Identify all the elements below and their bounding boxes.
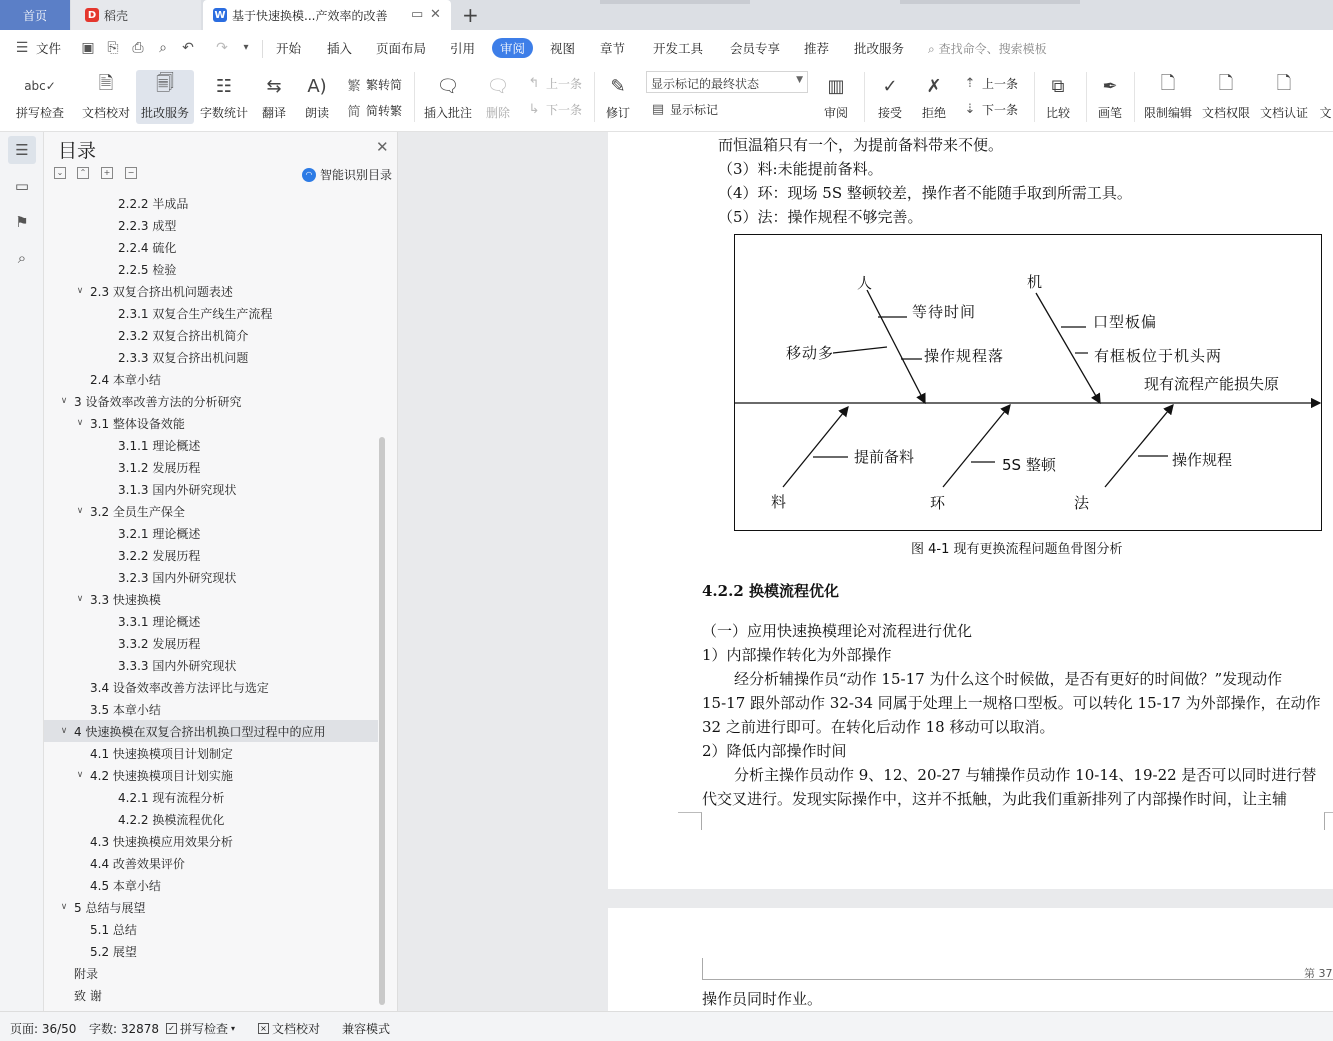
doc-line: 分析主操作员动作 9、12、20-27 与辅操作员动作 10-14、19-22 是否可以同时进行替 xyxy=(734,766,1317,784)
remove-heading-icon[interactable]: − xyxy=(125,167,137,179)
toc-item-label: 5 总结与展望 xyxy=(74,900,146,915)
toc-item[interactable] xyxy=(44,808,378,830)
toc-item-label: 致 谢 xyxy=(74,988,102,1003)
toc-item-label: 3.1 整体设备效能 xyxy=(90,416,185,431)
toc-item-label: 2.3.3 双复合挤出机问题 xyxy=(118,350,249,365)
tab-close-icon[interactable]: ✕ xyxy=(430,7,441,22)
tab-daoke[interactable] xyxy=(71,0,201,30)
toc-item[interactable] xyxy=(44,324,378,346)
next-change-icon: ⇣ xyxy=(964,102,976,117)
next-comment-button[interactable]: ↳ 下一条 xyxy=(526,101,582,118)
toc-item-label: 3.4 设备效率改善方法评比与选定 xyxy=(90,680,269,695)
page-header-line xyxy=(702,958,1333,980)
new-tab-plus-icon[interactable]: + xyxy=(462,3,479,27)
export-pdf-icon[interactable]: ⎘ xyxy=(107,40,119,56)
tab-pin-icon[interactable]: ▭ xyxy=(411,7,424,22)
restrict-edit-button[interactable]: 🗋 限制编辑 xyxy=(1143,73,1192,120)
tab-edge xyxy=(600,0,750,4)
section-heading: 4.2.2 换模流程优化 xyxy=(702,582,839,600)
close-icon[interactable]: ✕ xyxy=(376,138,389,156)
toc-item-label: 2.2.5 检验 xyxy=(118,262,177,277)
menu-member[interactable]: 会员专享 xyxy=(730,41,781,56)
toc-item-label: 4 快速换模在双复合挤出机换口型过程中的应用 xyxy=(74,724,326,739)
toc-item[interactable] xyxy=(44,544,378,566)
toc-item[interactable] xyxy=(44,522,378,544)
print-icon[interactable]: ⎙ xyxy=(132,40,144,56)
toc-item[interactable] xyxy=(44,214,378,236)
spell-check-button[interactable]: abc✓ 拼写检查 xyxy=(8,70,72,124)
toc-item[interactable] xyxy=(44,962,378,984)
fishbone-label-wait: 等待时间 xyxy=(912,303,977,321)
prev-comment-icon: ↰ xyxy=(528,76,540,91)
collapse-all-icon[interactable]: ⌄ xyxy=(54,167,66,179)
toc-item[interactable] xyxy=(44,610,378,632)
read-aloud-button[interactable]: A) 朗读 xyxy=(298,70,336,124)
toc-item[interactable] xyxy=(44,412,378,434)
fishbone-label-frame: 有框板位于机头两 xyxy=(1094,347,1223,365)
divider xyxy=(414,72,415,122)
toc-item[interactable] xyxy=(44,258,378,280)
toc-item-label: 3.2.1 理论概述 xyxy=(118,526,201,541)
chevron-down-icon[interactable]: ∨ xyxy=(60,726,68,736)
toc-item-label: 附录 xyxy=(74,966,99,981)
compare-icon: ⧉ xyxy=(1051,75,1065,97)
toc-item[interactable] xyxy=(44,236,378,258)
toc-item-label: 4.5 本章小结 xyxy=(90,878,161,893)
menu-insert[interactable]: 插入 xyxy=(327,41,353,56)
insert-comment-button[interactable]: 🗨 插入批注 xyxy=(422,70,474,124)
figure-caption: 图 4-1 现有更换流程问题鱼骨图分析 xyxy=(911,542,1123,557)
comment-delete-icon: 🗨 xyxy=(486,75,510,97)
doc-line: 代交叉进行。发现实际操作中，这并不抵触，为此我们重新排列了内部操作时间，让主辅 xyxy=(702,790,1288,808)
chevron-down-icon[interactable]: ∨ xyxy=(60,396,68,406)
menu-view[interactable]: 视图 xyxy=(550,41,576,56)
toc-item[interactable] xyxy=(44,874,378,896)
reject-button[interactable]: ✗ 拒绝 xyxy=(914,70,954,124)
compat-mode: 兼容模式 xyxy=(342,1022,391,1036)
toc-panel-icon[interactable]: ☰ xyxy=(8,136,36,164)
overflow-icon xyxy=(1318,72,1333,100)
menu-page-layout[interactable]: 页面布局 xyxy=(376,41,427,56)
doc-line: 操作员同时作业。 xyxy=(702,990,823,1008)
menu-reference[interactable]: 引用 xyxy=(450,41,476,56)
fishbone-label-rule-fall: 操作规程落 xyxy=(924,347,1005,365)
toc-item-label: 3.5 本章小结 xyxy=(90,702,161,717)
menu-recommend[interactable]: 推荐 xyxy=(804,41,830,56)
menu-section[interactable]: 章节 xyxy=(600,41,626,56)
comment-plus-icon: 🗨 xyxy=(436,75,460,97)
status-bar xyxy=(0,1011,1333,1041)
fishbone-label-liao: 料 xyxy=(771,493,788,511)
toc-item-label: 3.3.2 发展历程 xyxy=(118,636,201,651)
chevron-down-icon: ▼ xyxy=(796,75,803,85)
toc-item-label: 3.3 快速换模 xyxy=(90,592,161,607)
add-heading-icon[interactable]: + xyxy=(101,167,113,179)
doc-certify-button[interactable]: 🗋 文档认证 xyxy=(1259,73,1308,120)
toc-item[interactable] xyxy=(44,676,378,698)
toc-item-label: 3.1.2 发展历程 xyxy=(118,460,201,475)
toc-item-label: 3.3.1 理论概述 xyxy=(118,614,201,629)
toc-item[interactable] xyxy=(44,390,378,412)
doc-proofread-button[interactable]: 🗎 文档校对 xyxy=(81,73,130,120)
side-icon-strip xyxy=(0,132,44,1011)
chevron-down-icon[interactable]: ∨ xyxy=(76,418,84,428)
toc-item[interactable] xyxy=(44,918,378,940)
review-pane-icon: ▥ xyxy=(827,75,845,97)
toc-item[interactable] xyxy=(44,368,378,390)
tab-document-label: 基于快速换模...产效率的改善 xyxy=(232,8,388,23)
toc-item-label: 3.1.1 理论概述 xyxy=(118,438,201,453)
translate-icon: ⇆ xyxy=(266,75,282,97)
toc-item-label: 3 设备效率改善方法的分析研究 xyxy=(74,394,242,409)
quick-access-dropdown-icon[interactable]: ▾ xyxy=(243,42,249,53)
toc-item-label: 4.2 快速换模项目计划实施 xyxy=(90,768,233,783)
toc-item[interactable] xyxy=(44,456,378,478)
markup-state-select[interactable]: 显示标记的最终状态 ▼ xyxy=(646,71,808,93)
ribbon-overflow-button[interactable]: 文 xyxy=(1318,70,1333,124)
chevron-down-icon: ▾ xyxy=(231,1024,236,1033)
page-number: 第 37 xyxy=(1304,967,1333,980)
review-service-button[interactable]: 🗐 批改服务 xyxy=(136,70,194,124)
fishbone-label-rule: 操作规程 xyxy=(1172,451,1233,469)
fishbone-label-move: 移动多 xyxy=(786,344,835,362)
toc-item-label: 4.1 快速换模项目计划制定 xyxy=(90,746,233,761)
toc-item-label: 5.2 展望 xyxy=(90,944,137,959)
toc-item[interactable] xyxy=(44,940,378,962)
fishbone-label-huan: 环 xyxy=(930,494,947,512)
toc-item[interactable] xyxy=(44,742,378,764)
status-spell-check[interactable]: ✓ 拼写检查 ▾ xyxy=(166,1020,235,1037)
prev-change-button[interactable]: ⇡ 上一条 xyxy=(962,75,1018,92)
toc-item-label: 2.4 本章小结 xyxy=(90,372,161,387)
doc-proofread-icon: 🗎 xyxy=(98,73,114,94)
fishbone-label-ren: 人 xyxy=(857,274,874,292)
toc-item-label: 3.2.3 国内外研究现状 xyxy=(118,570,237,585)
word-count-icon: ☷ xyxy=(215,75,233,97)
toc-item[interactable] xyxy=(44,192,378,214)
toc-item-label: 2.3.2 双复合挤出机简介 xyxy=(118,328,249,343)
toc-item[interactable] xyxy=(44,346,378,368)
menu-file[interactable]: 文件 xyxy=(36,41,62,56)
page-indicator[interactable]: 页面: 36/50 xyxy=(10,1022,77,1036)
document-page[interactable] xyxy=(608,132,1333,889)
pen-icon: ✒ xyxy=(1102,75,1118,97)
toc-item[interactable] xyxy=(44,984,378,1006)
toc-item[interactable] xyxy=(44,632,378,654)
bookmark-icon[interactable]: ⚑ xyxy=(15,213,29,231)
menu-bar xyxy=(0,30,1333,66)
fishbone-label-5s: 5S 整顿 xyxy=(1002,456,1056,474)
toc-item[interactable] xyxy=(44,764,378,786)
simp-trad-icon: 简 xyxy=(347,105,361,120)
show-markup-icon: ▤ xyxy=(651,102,665,117)
menu-review[interactable]: 审阅 xyxy=(492,38,533,58)
page-corner-mark xyxy=(678,812,702,830)
permission-icon: 🗋 xyxy=(1218,73,1234,94)
toc-item[interactable] xyxy=(44,654,378,676)
doc-line: 1）内部操作转化为外部操作 xyxy=(702,646,892,664)
toc-item-label: 3.2 全员生产保全 xyxy=(90,504,185,519)
divider xyxy=(1034,72,1035,122)
accept-button[interactable]: ✓ 接受 xyxy=(870,70,910,124)
chevron-down-icon[interactable]: ∨ xyxy=(76,286,84,296)
divider xyxy=(864,72,865,122)
expand-up-icon[interactable]: ⌃ xyxy=(77,167,89,179)
toc-item[interactable] xyxy=(44,566,378,588)
doc-line: 经分析辅操作员“动作 15-17 为什么这个时候做，是否有更好的时间做？”发现动作 xyxy=(734,670,1283,688)
doc-line: （3）料:未能提前备料。 xyxy=(718,160,883,178)
next-comment-icon: ↳ xyxy=(528,102,540,117)
toc-panel xyxy=(44,132,398,1011)
doc-line: 32 之前进行即可。在转化后动作 18 移动可以取消。 xyxy=(702,718,1055,736)
lock-doc-icon: 🗋 xyxy=(1160,73,1176,94)
prev-change-icon: ⇡ xyxy=(964,76,976,91)
daoke-logo-icon: D xyxy=(85,8,99,22)
chevron-down-icon[interactable]: ∨ xyxy=(76,770,84,780)
divider xyxy=(1134,72,1135,122)
checkbox-icon: ✓ xyxy=(166,1023,177,1034)
menu-dev-tools[interactable]: 开发工具 xyxy=(653,41,704,56)
tab-bar xyxy=(0,0,1333,30)
toc-item-label: 2.2.2 半成品 xyxy=(118,196,189,211)
chevron-down-icon[interactable]: ∨ xyxy=(76,506,84,516)
divider xyxy=(262,40,263,58)
toc-item[interactable] xyxy=(44,302,378,324)
search-icon: ⌕ xyxy=(928,42,935,56)
word-doc-icon: W xyxy=(214,9,226,21)
doc-permission-button[interactable]: 🗋 文档权限 xyxy=(1201,73,1250,120)
divider xyxy=(1086,72,1087,122)
fishbone-label-fa: 法 xyxy=(1074,494,1091,512)
pen-button[interactable]: ✒ 画笔 xyxy=(1092,70,1128,124)
doc-line: 2）降低内部操作时间 xyxy=(702,742,847,760)
toc-item[interactable] xyxy=(44,786,378,808)
ai-icon: ◠ xyxy=(302,168,316,182)
doc-line: （一）应用快速换模理论对流程进行优化 xyxy=(702,622,973,640)
toc-item-label: 4.2.1 现有流程分析 xyxy=(118,790,225,805)
toc-item[interactable] xyxy=(44,478,378,500)
next-change-button[interactable]: ⇣ 下一条 xyxy=(962,101,1018,118)
fishbone-label-ji: 机 xyxy=(1027,273,1044,291)
word-count-indicator[interactable]: 字数: 32878 xyxy=(89,1022,160,1036)
toc-item[interactable] xyxy=(44,500,378,522)
abc-spell-icon: abc✓ xyxy=(24,79,56,93)
review-service-icon: 🗐 xyxy=(156,73,174,94)
smart-toc-button[interactable]: ◠ 智能识别目录 xyxy=(302,166,392,183)
prev-comment-button[interactable]: ↰ 上一条 xyxy=(526,75,582,92)
toc-scrollbar[interactable] xyxy=(379,437,385,1005)
toc-item-label: 2.3 双复合挤出机问题表述 xyxy=(90,284,233,299)
doc-line: 而恒温箱只有一个，为提前备料带来不便。 xyxy=(718,136,1004,154)
toc-item-label: 4.3 快速换模应用效果分析 xyxy=(90,834,233,849)
page-corner-mark xyxy=(1324,812,1333,830)
toc-item-label: 3.1.3 国内外研究现状 xyxy=(118,482,237,497)
document-page[interactable] xyxy=(608,908,1333,1011)
trad-simp-icon: 繁 xyxy=(347,79,361,94)
tab-edge xyxy=(900,0,1080,4)
read-aloud-icon: A) xyxy=(307,75,327,97)
review-pane-button[interactable]: ▥ 审阅 xyxy=(816,70,856,124)
print-preview-icon[interactable]: ⌕ xyxy=(159,40,167,56)
word-count-button[interactable]: ☷ 字数统计 xyxy=(196,70,252,124)
track-changes-button[interactable]: ✎ 修订 xyxy=(598,70,638,124)
undo-icon[interactable]: ↶ xyxy=(182,40,194,56)
toc-item-label: 2.2.3 成型 xyxy=(118,218,177,233)
toc-title: 目录 xyxy=(58,140,97,162)
toc-item[interactable] xyxy=(44,434,378,456)
divider xyxy=(594,72,595,122)
ribbon-toolbar xyxy=(0,66,1333,132)
toc-item-label: 5.1 总结 xyxy=(90,922,137,937)
fishbone-label-plate: 口型板偏 xyxy=(1093,313,1158,331)
fishbone-label-prepare: 提前备料 xyxy=(854,448,915,466)
show-markup-button[interactable]: ▤ 显示标记 xyxy=(651,102,719,117)
toc-item[interactable] xyxy=(44,896,378,918)
doc-line: （4）环：现场 5S 整顿较差，操作者不能随手取到所需工具。 xyxy=(718,184,1132,202)
toc-item[interactable] xyxy=(44,588,378,610)
toc-item[interactable] xyxy=(44,830,378,852)
command-search-placeholder: 查找命令、搜索模板 xyxy=(938,42,1047,56)
accept-icon: ✓ xyxy=(882,75,898,97)
document-area xyxy=(399,132,1333,1011)
certify-icon: 🗋 xyxy=(1276,73,1292,94)
track-changes-icon: ✎ xyxy=(610,75,626,97)
menu-start[interactable]: 开始 xyxy=(276,41,302,56)
proofread-icon: × xyxy=(258,1023,269,1034)
toc-item-label: 3.3.3 国内外研究现状 xyxy=(118,658,237,673)
command-search[interactable] xyxy=(928,40,1047,57)
simp-to-trad-button[interactable]: 简 简转繁 xyxy=(346,101,402,120)
hamburger-menu-icon[interactable]: ☰ xyxy=(15,40,29,56)
search-icon[interactable]: ⌕ xyxy=(17,249,27,267)
fishbone-diagram xyxy=(734,234,1322,531)
toc-item[interactable] xyxy=(44,698,378,720)
toc-list xyxy=(44,192,378,1007)
nav-pane-icon[interactable]: ▭ xyxy=(14,177,30,195)
fishbone-label-head: 现有流程产能损失原 xyxy=(1144,375,1280,393)
status-proofread[interactable]: × 文档校对 xyxy=(258,1020,320,1037)
toc-item[interactable] xyxy=(44,720,378,742)
reject-icon: ✗ xyxy=(926,75,942,97)
toc-item[interactable] xyxy=(44,280,378,302)
translate-button[interactable]: ⇆ 翻译 xyxy=(254,70,294,124)
toc-item-label: 2.2.4 硫化 xyxy=(118,240,177,255)
toc-item-label: 2.3.1 双复合生产线生产流程 xyxy=(118,306,273,321)
trad-to-simp-button[interactable]: 繁 繁转简 xyxy=(346,75,402,94)
toc-item-label: 3.2.2 发展历程 xyxy=(118,548,201,563)
save-icon[interactable]: ▣ xyxy=(81,40,95,56)
doc-line: 15-17 跟外部动作 32-34 同属于处理上一规格口型板。可以转化 15-17 为外部操作，在动作 xyxy=(702,694,1321,712)
doc-line: （5）法：操作规程不够完善。 xyxy=(718,208,923,226)
delete-comment-button[interactable]: 🗨 删除 xyxy=(478,70,518,124)
chevron-down-icon[interactable]: ∨ xyxy=(76,594,84,604)
toc-item-label: 4.2.2 换模流程优化 xyxy=(118,812,225,827)
menu-review-service[interactable]: 批改服务 xyxy=(854,41,905,56)
compare-button[interactable]: ⧉ 比较 xyxy=(1038,70,1078,124)
toc-item-label: 4.4 改善效果评价 xyxy=(90,856,185,871)
chevron-down-icon[interactable]: ∨ xyxy=(60,902,68,912)
redo-icon[interactable]: ↷ xyxy=(216,40,228,56)
tab-daoke-label: 稻壳 xyxy=(104,8,129,23)
tab-home[interactable]: 首页 xyxy=(0,0,70,30)
toc-item[interactable] xyxy=(44,852,378,874)
